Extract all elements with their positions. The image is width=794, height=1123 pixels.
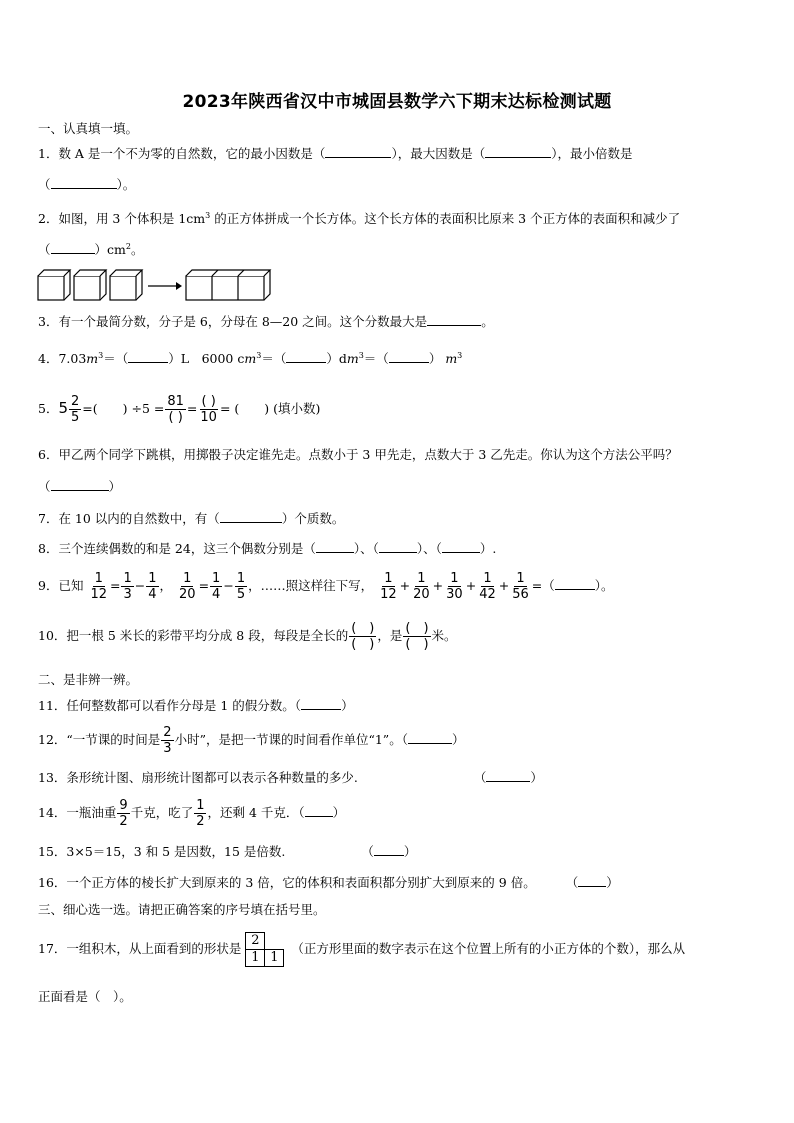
numerator: 1 [384,571,393,586]
q15-text-c: ） [403,844,417,859]
unit-m: m [244,351,257,367]
question-8 [38,540,496,558]
superscript: 3 [457,351,463,360]
q10-text-b: ，是 [377,628,403,643]
question-17 [38,930,685,968]
denominator: 5 [236,587,246,602]
section-3-heading: 三、细心选一选。请把正确答案的序号填在括号里。 [38,902,326,917]
denominator-blank[interactable]: ( ) [351,637,375,652]
q6-text-c: ） [108,479,122,494]
denominator: 3 [163,741,172,756]
question-5 [38,390,320,427]
question-3 [38,313,494,331]
fraction [477,571,498,602]
numerator: 1 [212,571,221,586]
denominator: 4 [212,587,221,602]
q15-text-b: （ [361,844,374,859]
superscript: 3 [358,351,364,360]
denominator: 3 [123,587,132,602]
q4-text-b: ＝（ [103,351,129,367]
fraction [69,394,81,425]
question-11 [38,697,354,715]
numerator: 9 [119,798,128,813]
q4-text-d: ＝（ [261,351,287,367]
q11-text-b: ） [341,698,354,713]
comma: ， [159,578,173,593]
question-15 [38,843,416,861]
q7-text-b: ）个质数。 [281,511,345,526]
section-1-heading: 一、认真填一填。 [38,121,139,136]
denominator: 20 [179,587,196,602]
q14-text-d: ） [332,805,346,820]
answer-blank[interactable] [51,478,109,491]
answer-blank[interactable] [485,145,551,158]
numerator: 2 [163,725,172,740]
q12-text-c: ） [451,732,465,747]
numerator: 1 [183,571,192,586]
fraction-blank[interactable] [403,621,430,652]
q12-text-b: 小时”，是把一节课的时间看作单位“1”。（ [174,732,408,747]
cubes-figure [36,268,276,308]
plus-sign: + [399,578,411,593]
denominator: 42 [479,587,496,602]
fraction [165,394,186,425]
answer-blank[interactable] [379,540,417,553]
top-view-grid [245,932,287,968]
answer-blank[interactable] [555,577,595,590]
q8-text-a: 8．三个连续偶数的和是 24，这三个偶数分别是（ [38,541,316,556]
q12-text-a: 12．“一节课的时间是 [38,732,161,747]
question-12 [38,722,464,758]
question-17-cont: 正面看是（ ）。 [38,989,132,1004]
q16-text-a: 16．一个正方体的棱长扩大到原来的 3 倍，它的体积和表面积都分别扩大到原来的 9 倍。 [38,875,536,890]
answer-blank[interactable] [286,350,326,363]
q3-text-a: 3．有一个最简分数，分子是 6，分母在 8—20 之间。这个分数最大是 [38,314,428,329]
fraction [198,394,219,425]
answer-blank[interactable] [442,540,480,553]
superscript: 3 [205,211,211,220]
q9-text-b: ，……照这样往下写， [248,578,374,593]
grid-cell: 1 [245,949,265,967]
numerator: 2 [71,394,80,409]
unit-m: m [445,351,458,367]
answer-blank[interactable] [578,874,606,887]
equals-sign: = [109,578,121,593]
equals-sign: = [186,401,198,416]
question-10 [38,618,457,654]
question-1-cont [38,176,135,194]
q2-text-c: （ [38,242,51,258]
fraction [510,571,531,602]
denominator: 10 [200,410,217,425]
q4-text-e: ）d [326,351,347,367]
q7-text-a: 7．在 10 以内的自然数中，有（ [38,511,220,526]
fraction [235,571,247,602]
q1-text-c: ），最小倍数是 [551,146,633,161]
q11-text-a: 11．任何整数都可以看作分母是 1 的假分数。（ [38,698,302,713]
numerator: 1 [196,798,205,813]
answer-blank[interactable] [301,697,341,710]
answer-blank[interactable] [220,510,282,523]
question-6-cont [38,478,121,496]
plus-sign: + [498,578,510,593]
q1-text-e: ）。 [116,177,136,192]
fraction [444,571,465,602]
section-2-heading: 二、是非辨一辨。 [38,672,139,687]
denominator: 30 [446,587,463,602]
q8-text-d: ）. [479,541,497,556]
q17-text-b: （正方形里面的数字表示在这个位置上所有的小正方体的个数），那么从 [291,941,686,956]
q4-text-c: ）L 6000 c [168,351,245,367]
answer-blank[interactable] [389,350,429,363]
answer-blank[interactable] [128,350,168,363]
q4-text-a: 4．7.03 [38,351,87,367]
grid-cell: 2 [245,932,265,950]
fraction [194,798,206,829]
fraction-blank[interactable] [349,621,376,652]
q3-text-b: 。 [481,314,494,329]
fraction [161,725,173,756]
question-7 [38,510,344,528]
answer-blank[interactable] [305,804,333,817]
numerator-blank[interactable]: ( ) [405,621,429,636]
answer-blank[interactable] [51,176,117,189]
superscript: 3 [256,351,262,360]
denominator: 4 [148,587,157,602]
q1-text-d: （ [38,177,51,192]
answer-blank[interactable] [408,731,452,744]
superscript: 2 [125,242,131,251]
q13-text-b: （ [473,770,487,785]
numerator: 81 [167,394,184,409]
q2-text-a: 2．如图，用 3 个体积是 1cm [38,211,206,227]
answer-blank[interactable] [316,540,354,553]
minus-sign: − [223,578,234,593]
answer-blank[interactable] [427,313,481,326]
q14-text-c: ，还剩 4 千克．（ [207,805,305,820]
q13-text-c: ） [530,770,543,785]
q14-text-a: 14．一瓶油重 [38,805,117,820]
q9-text-d: ）。 [594,578,614,593]
fraction [146,571,158,602]
denominator-blank[interactable]: ( ) [168,410,183,425]
q10-text-a: 10．把一根 5 米长的彩带平均分成 8 段，每段是全长的 [38,628,349,643]
q1-text-a: 1．数 A 是一个不为零的自然数，它的最小因数是（ [38,146,326,161]
fraction [411,571,432,602]
numerator: 1 [483,571,492,586]
q10-text-c: 米。 [431,628,457,643]
numerator: 1 [148,571,157,586]
numerator: 1 [94,571,103,586]
q4-text-f: ＝（ [363,351,389,367]
denominator: 20 [413,587,430,602]
numerator-blank[interactable]: ( ) [351,621,375,636]
q2-text-e: 。 [130,242,144,258]
answer-blank[interactable] [51,241,95,254]
numerator: 1 [417,571,426,586]
q6-text-a: 6．甲乙两个同学下跳棋，用掷骰子决定谁先走。点数小于 3 甲先走，点数大于 3 乙先走。你认为这个方法公平吗？ [38,447,678,462]
plus-sign: + [465,578,477,593]
question-2 [38,207,680,228]
q9-text-a: 9．已知 [38,578,84,593]
answer-blank[interactable] [325,145,391,158]
denominator: 5 [71,410,80,425]
fraction [121,571,133,602]
q1-text-b: ），最大因数是（ [391,146,486,161]
numerator-blank[interactable]: ( ) [201,394,216,409]
q8-text-c: ）、（ [416,541,442,556]
q9-text-c: =（ [531,578,555,593]
question-14 [38,795,345,831]
denominator: 56 [512,587,529,602]
q16-text-c: ） [606,875,619,890]
denominator-blank[interactable]: ( ) [405,637,429,652]
cubes-to-cuboid-diagram [36,268,276,304]
page-title: 2023年陕西省汉中市城固县数学六下期末达标检测试题 [182,92,612,112]
fraction [117,798,129,829]
plus-sign: + [432,578,444,593]
fraction [88,571,109,602]
fraction [177,571,198,602]
numerator: 1 [236,571,246,586]
question-13 [38,769,543,787]
superscript: 3 [98,351,104,360]
q5-text-c: = ( ) (填小数) [219,401,321,416]
question-2-cont [38,238,143,259]
question-4 [38,347,462,368]
q5-text-b: =( ) ÷5 = [82,401,165,416]
fraction [210,571,222,602]
question-16 [38,874,619,892]
numerator: 1 [123,571,132,586]
q17-text-a: 17．一组积木，从上面看到的形状是 [38,941,242,956]
q6-text-b: （ [38,479,51,494]
numerator: 1 [516,571,525,586]
q2-text-d: ）cm [94,242,126,258]
q4-text-g: ） [428,351,442,367]
q2-text-b: 的正方体拼成一个长方体。这个长方体的表面积比原来 3 个正方体的表面积和减少了 [210,211,681,227]
denominator: 2 [119,814,128,829]
unit-m: m [86,351,99,367]
denominator: 12 [380,587,397,602]
q14-text-b: 千克，吃了 [130,805,194,820]
minus-sign: − [134,578,146,593]
answer-blank[interactable] [486,769,530,782]
denominator: 2 [196,814,205,829]
fraction [378,571,399,602]
equals-sign: = [198,578,210,593]
question-6 [38,446,678,464]
question-1 [38,145,632,163]
grid-cell: 1 [264,949,284,967]
q15-text-a: 15．3×5＝15，3 和 5 是因数，15 是倍数. [38,844,286,859]
numerator: 1 [450,571,459,586]
q16-text-b: （ [565,875,579,890]
unit-m: m [346,351,359,367]
answer-blank[interactable] [374,843,404,856]
denominator: 12 [90,587,107,602]
mixed-whole: 5 [58,399,68,417]
q13-text-a: 13．条形统计图、扇形统计图都可以表示各种数量的多少. [38,770,358,785]
question-9 [38,568,614,604]
q5-label: 5． [38,401,59,416]
q8-text-b: ）、（ [353,541,379,556]
